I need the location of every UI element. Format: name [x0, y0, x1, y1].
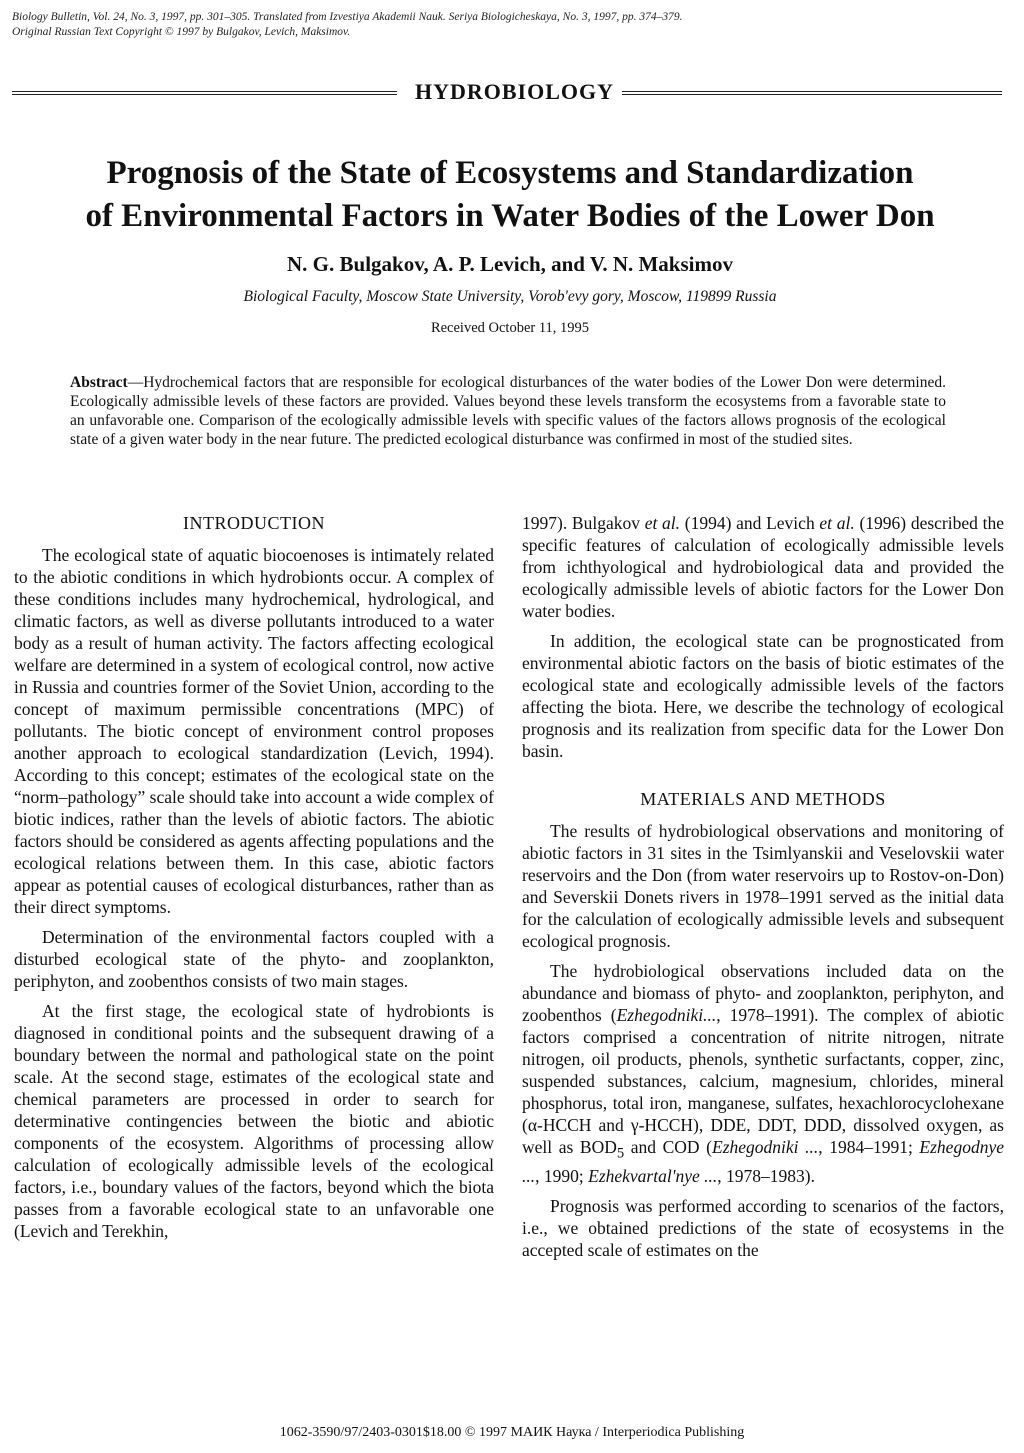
left-column — [14, 512, 494, 1250]
article-title-line-2: of Environmental Factors in Water Bodies of the Lower Don — [85, 198, 935, 234]
section-rule-right — [622, 91, 1002, 95]
section-header — [12, 80, 1002, 104]
paragraph: At the first stage, the ecological state of hydrobionts is diagnosed in conditional points and the subsequent drawing of a boundary between the normal and pathological state on the point scale. At the second stage, estimates of the ecological state and chemical parameters are processed in order to search for determinative contingencies between the biotic and abiotic components of the ecosystem. Algorithms of processing allow calculation of ecologically admissible levels of the ecological factors, i.e., boundary values of the factors, beyond which the biota passes from a favorable ecological state to an unfavorable one (Levich and Terekhin, — [14, 1001, 494, 1241]
subscript: 5 — [616, 1145, 625, 1162]
text-run: and COD ( — [624, 1137, 712, 1157]
received-date: Received October 11, 1995 — [430, 320, 590, 336]
authors: N. G. Bulgakov, A. P. Levich, and V. N. Maksimov — [287, 252, 733, 276]
section-rule-left — [12, 91, 397, 95]
affiliation: Biological Faculty, Moscow State University, Vorob'evy gory, Moscow, 119899 Russia — [243, 288, 777, 305]
text-run: 1997). Bulgakov — [522, 513, 645, 533]
text-run: , 1978–1991). The complex of abiotic factors comprised a concentration of nitrite nitrogen, nitrate nitrogen, oil products, phenols, synthetic surfactants, copper, zinc, suspended substances, calcium, magnesium, chlorides, mineral phosphorus, total iron, manganese, sulfates, hexachlorocyclohexane (α-HCCH and γ-HCCH), DDE, DDT, DDD, dissolved oxygen, as well as BOD — [522, 1005, 1004, 1157]
abstract-text: —Hydrochemical factors that are responsible for ecological disturbances of the water bodies of the Lower Don were determined. Ecologically admissible levels of these factors are provided. Values beyond these levels transform the ecosystems from a favorable state to an unfavorable one. Comparison of the ecologically admissible levels with specific values of the factors allows prognosis of the ecological state of a given water body in the near future. The predicted ecological disturbance was confirmed in most of the studied sites. — [70, 374, 946, 448]
text-run-italic: Ezhegodnye ... — [522, 1137, 1004, 1186]
text-run-italic: Ezhegodniki... — [616, 1005, 717, 1025]
text-run-italic: et al. — [819, 513, 855, 533]
running-head — [12, 10, 992, 40]
paragraph: Prognosis was performed according to scenarios of the factors, i.e., we obtained predictions of the state of ecosystems in the accepted scale of estimates on the — [522, 1195, 1004, 1260]
paragraph-continuation — [522, 512, 1004, 622]
paragraph: In addition, the ecological state can be prognosticated from environmental abiotic factors on the basis of biotic estimates of the ecological state and ecologically admissible levels of the factors affecting the biota. Here, we describe the technology of ecological prognosis and its realization from specific data for the Lower Don basin. — [522, 631, 1004, 761]
text-run-italic: Ezhekvartal'nye ... — [588, 1165, 718, 1186]
abstract — [70, 373, 946, 449]
paragraph: The results of hydrobiological observations and monitoring of abiotic factors in 31 sites in the Tsimlyanskii and Veselovskii water reservoirs and the Don (from water reservoirs up to Rostov-on-Don) and Severskii Donets rivers in 1978–1991 served as the initial data for the calculation of ecologically admissible levels and subsequent ecological prognosis. — [522, 821, 1004, 951]
right-column — [522, 512, 1004, 1269]
methods-heading: MATERIALS AND METHODS — [640, 789, 886, 809]
article-title-line-1: Prognosis of the State of Ecosystems and Standardization — [106, 155, 914, 191]
paragraph: The ecological state of aquatic biocoenoses is intimately related to the abiotic conditions in which hydrobionts occur. A complex of these conditions includes many hydrochemical, hydrological, and climatic factors, as well as diverse pollutants introduced to a water body as a result of human activity. The factors affecting ecological welfare are determined in a system of ecological control, now active in Russia and countries former of the Soviet Union, according to the concept of maximum permissible concentrations (MPC) of pollutants. The biotic concept of environment control proposes another approach to ecological standardization (Levich, 1994). According to this concept; estimates of the ecological state on the “norm–pathology” scale should take into account a wide complex of biotic indices, rather than the levels of abiotic factors. The abiotic factors should be considered as agents affecting populations and the ecological relations between them. In this case, abiotic factors appear as potential causes of ecological disturbances, rather than as their direct symptoms. — [14, 545, 494, 917]
running-head-citation: Biology Bulletin, Vol. 24, No. 3, 1997, pp. 301–305. Translated from Izvestiya Akademii Nauk. Seriya Biologicheskaya, No. 3, 1997, pp. 374–379. — [12, 11, 683, 23]
text-run: The hydrobiological observations included data on the abundance and biomass of phyto- and zooplankton, periphyton, and zoobenthos ( — [522, 961, 1004, 1025]
paragraph: Determination of the environmental factors coupled with a disturbed ecological state of the phyto- and zooplankton, periphyton, and zoobenthos consists of two main stages. — [14, 927, 494, 991]
text-run: , 1990; — [535, 1165, 589, 1186]
text-run: (1996) described the specific features of calculation of ecologically admissible levels from ichthyological and hydrobiological data and provided the ecologically admissible levels of abiotic factors for the Lower Don water bodies. — [522, 513, 1004, 621]
text-run: (1994) and Levich — [680, 513, 820, 533]
text-run: , 1978–1983). — [717, 1165, 815, 1186]
running-head-copyright: Original Russian Text Copyright © 1997 by Bulgakov, Levich, Maksimov. — [12, 26, 351, 38]
footer-copyright: 1062-3590/97/2403-0301$18.00 © 1997 МАИК Наука / Interperiodica Publishing — [279, 1425, 745, 1440]
paragraph — [522, 960, 1004, 1187]
section-label: HYDROBIOLOGY — [414, 79, 615, 104]
article-title — [20, 152, 1000, 238]
abstract-label: Abstract — [70, 374, 128, 391]
introduction-heading: INTRODUCTION — [183, 513, 325, 533]
text-run-italic: et al. — [644, 513, 681, 533]
text-run: , 1984–1991; — [818, 1137, 920, 1157]
text-run-italic: Ezhegodniki ... — [712, 1137, 819, 1157]
